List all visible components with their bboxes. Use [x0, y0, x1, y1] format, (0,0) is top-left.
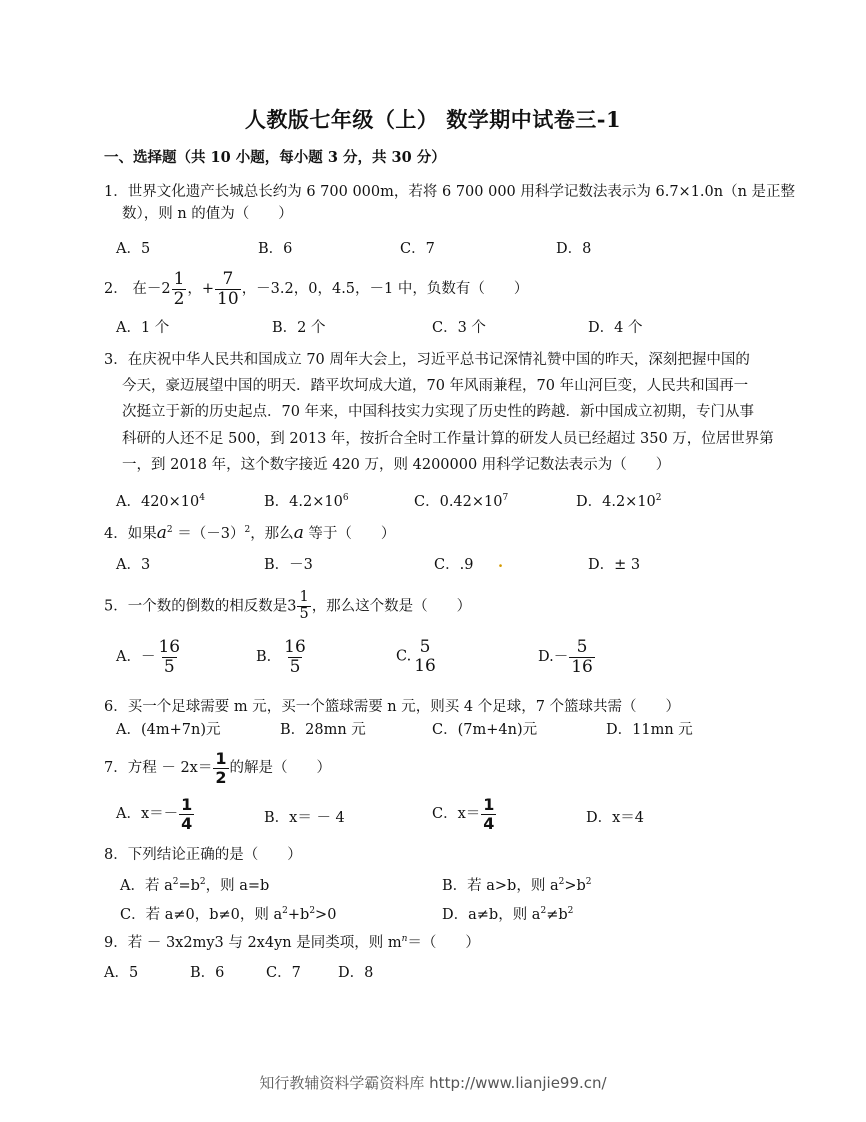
q5-c-label: C. [396, 648, 412, 665]
q3-option-d[interactable] [576, 490, 662, 511]
q5-b-num: 16 [284, 637, 306, 657]
q2-suffix: ，－3.2，0，4.5，－1 中，负数有（ ） [241, 281, 529, 298]
q8-b-2: 2 [558, 877, 565, 888]
q8-c-4: 2 [309, 906, 316, 917]
q9-exp: n [401, 934, 408, 945]
q2-f2-num: 7 [222, 269, 234, 289]
q2-option-b[interactable]: B．2 个 [272, 320, 326, 336]
q5-b-frac [282, 638, 308, 676]
q6-option-c[interactable]: C．(7m+4n)元 [432, 722, 538, 738]
q5-b-label: B． [256, 649, 282, 666]
q7-c-den: 4 [483, 813, 495, 833]
q4-option-a[interactable]: A．3 [116, 557, 151, 573]
q9-option-c[interactable]: C．7 [266, 965, 301, 981]
q3-option-b[interactable] [264, 490, 349, 511]
q3-option-c[interactable] [414, 490, 508, 511]
q8-a-3: =b [178, 878, 200, 894]
q3-b-exp: 6 [342, 493, 349, 504]
q5-a-frac [156, 638, 182, 676]
q5-c-frac [412, 638, 438, 675]
q8-c-2: 2 [282, 906, 288, 917]
q3-line1: 3．在庆祝中华人民共和国成立 70 周年大会上，习近平总书记深情礼赞中国的昨天，深刻把握中国的 [104, 352, 750, 368]
q5-option-a[interactable] [116, 638, 183, 676]
q8-d-3: ≠b [546, 907, 568, 923]
q4-option-b[interactable]: B．－3 [264, 557, 313, 573]
q7-suffix: 的解是（ ） [229, 760, 331, 777]
stray-dot: . [498, 554, 504, 571]
q4-suffix: 等于（ ） [303, 526, 396, 542]
q2-option-c[interactable]: C．3 个 [432, 320, 486, 336]
q2-option-d[interactable]: D．4 个 [588, 320, 643, 336]
q3-c-base: C．0.42×10 [414, 494, 503, 510]
q7-stem [104, 750, 331, 786]
q5-d-frac [569, 638, 595, 676]
q8-d-2: 2 [540, 906, 547, 917]
q2-mid: ，+ [187, 281, 215, 298]
q2-f1-num: 1 [173, 269, 185, 289]
q6-stem: 6．买一个足球需要 m 元，买一个篮球需要 n 元，则买 4 个足球，7 个篮球共需（ ） [104, 699, 681, 715]
q8-a-5: ，则 a=b [205, 878, 270, 894]
q4-mid2: ，那么 [250, 526, 294, 542]
q1-option-a[interactable]: A．5 [116, 241, 151, 257]
q3-line4: 科研的人还不足 500，到 2013 年，按折合全时工作量计算的研发人员已经超过 350 万，位居世界第 [122, 431, 774, 447]
q8-c-5: >0 [315, 907, 337, 923]
q7-a-den: 4 [181, 813, 193, 833]
q5-a-den: 5 [163, 656, 175, 677]
q3-c-exp: 7 [502, 493, 509, 504]
q4-stem [104, 522, 395, 543]
q3-a-base: A．420×10 [116, 494, 200, 510]
q5-option-d[interactable] [538, 638, 596, 676]
q1-option-b[interactable]: B．6 [258, 241, 293, 257]
q9-option-d[interactable]: D．8 [338, 965, 374, 981]
q6-option-d[interactable]: D．11mn 元 [606, 722, 693, 738]
q8-d-1: D．a≠b，则 a [442, 907, 541, 923]
page-title: 人教版七年级（上） 数学期中试卷三-1 [244, 107, 622, 132]
q7-option-a[interactable] [116, 796, 195, 832]
q3-d-base: D．4.2×10 [576, 494, 656, 510]
q7-a-frac [179, 796, 194, 832]
q3-a-exp: 4 [199, 493, 205, 504]
q7-f-num: 1 [215, 749, 227, 768]
q5-d-sign: － [553, 649, 569, 666]
q9-suffix: ＝（ ） [407, 935, 480, 951]
q4-sq: 2 [166, 525, 173, 536]
q8-d-4: 2 [567, 906, 574, 917]
q4-sq2: 2 [244, 525, 251, 536]
q9-stem [104, 931, 480, 952]
q5-a-label: A． [116, 649, 141, 666]
q6-option-a[interactable]: A．(4m+7n)元 [116, 722, 221, 738]
q8-b-1: B．若 a>b，则 a [442, 878, 559, 894]
q4-prefix: 4．如果 [104, 526, 157, 542]
q1-line1: 1．世界文化遗产长城总长约为 6 700 000m，若将 6 700 000 用科学记数法表示为 6.7×1.0n（n 是正整 [104, 184, 796, 200]
q7-a-num: 1 [181, 795, 193, 814]
q8-b-4: 2 [585, 877, 592, 888]
q1-line2: 数），则 n 的值为（ ） [122, 206, 293, 222]
q4-mid: ＝（－3） [172, 526, 245, 542]
q1-option-c[interactable]: C．7 [400, 241, 435, 257]
q7-prefix: 7．方程 － 2x＝ [104, 760, 213, 777]
q7-fraction [213, 750, 228, 786]
q9-option-a[interactable]: A．5 [104, 965, 139, 981]
q2-stem [104, 270, 528, 308]
q3-line2: 今天，豪迈展望中国的明天．踏平坎坷成大道，70 年风雨兼程，70 年山河巨变，人民共和国再一 [122, 378, 749, 394]
q8-a-2: 2 [172, 877, 179, 888]
q7-option-b[interactable]: B．x＝ － 4 [264, 810, 345, 826]
q3-d-exp: 2 [655, 493, 662, 504]
section-heading: 一、选择题（共 10 小题，每小题 3 分，共 30 分） [104, 149, 446, 166]
q5-c-num: 5 [419, 637, 431, 657]
q2-f2-den: 10 [217, 288, 239, 309]
q3-line3: 次挺立于新的历史起点．70 年来，中国科技实力实现了历史性的跨越．新中国成立初期，专门从事 [122, 404, 755, 420]
q5-prefix: 5．一个数的倒数的相反数是3 [104, 598, 297, 615]
q4-option-d[interactable]: D．± 3 [588, 557, 641, 573]
q7-c-frac [481, 796, 496, 832]
q8-a-4: 2 [199, 877, 206, 888]
footer-watermark[interactable]: 知行教辅资料学霸资料库 http://www.lianjie99.cn/ [259, 1074, 607, 1092]
q5-suffix: ，那么这个数是（ ） [311, 598, 472, 615]
q7-option-c[interactable] [432, 796, 497, 832]
q2-fraction-1 [172, 270, 187, 308]
q7-c-label: C．x＝ [432, 806, 481, 823]
q9-option-b[interactable]: B．6 [190, 965, 225, 981]
q5-d-num: 5 [576, 637, 588, 657]
q5-stem [104, 590, 471, 623]
q7-f-den: 2 [215, 767, 227, 787]
q5-d-label: D. [538, 649, 554, 666]
q3-line5: 一，到 2018 年，这个数字接近 420 万，则 4200000 用科学记数法表示为（ ） [122, 457, 671, 473]
q5-f-num: 1 [299, 589, 309, 605]
q8-c-3: +b [287, 907, 310, 923]
q9-prefix: 9．若 － 3x2my3 与 2x4yn 是同类项，则 m [104, 935, 402, 951]
q8-option-b[interactable] [442, 874, 592, 895]
q5-a-num: 16 [158, 637, 181, 657]
q4-var2: a [293, 523, 304, 543]
q5-a-sign: － [140, 649, 156, 666]
q8-option-d[interactable] [442, 903, 573, 924]
q8-b-3: >b [564, 878, 586, 894]
q5-c-den: 16 [414, 655, 436, 676]
q8-stem: 8．下列结论正确的是（ ） [104, 847, 302, 863]
q5-f-den: 5 [299, 605, 309, 622]
q6-option-b[interactable]: B．28mn 元 [280, 722, 366, 738]
q5-fraction [297, 590, 310, 623]
q7-a-label: A．x＝－ [116, 806, 179, 823]
q8-c-1: C．若 a≠0，b≠0，则 a [120, 907, 283, 923]
q7-c-num: 1 [483, 795, 495, 814]
q5-b-den: 5 [289, 656, 301, 677]
q7-option-d[interactable]: D．x＝4 [586, 810, 645, 826]
q5-d-den: 16 [571, 656, 593, 677]
q4-var: a [156, 523, 167, 543]
q1-option-d[interactable]: D．8 [556, 241, 592, 257]
q2-fraction-2 [215, 270, 241, 308]
q2-prefix: 2． 在－2 [104, 281, 171, 298]
q8-a-1: A．若 a [120, 878, 173, 894]
q8-option-c[interactable] [120, 903, 336, 924]
q3-b-base: B．4.2×10 [264, 494, 343, 510]
q5-option-b[interactable] [256, 638, 309, 676]
q2-f1-den: 2 [173, 288, 185, 309]
q5-option-c[interactable] [396, 638, 439, 675]
q3-option-a[interactable] [116, 490, 205, 511]
q2-option-a[interactable]: A．1 个 [116, 320, 170, 336]
q8-option-a[interactable] [120, 874, 269, 895]
q4-option-c[interactable]: C．.9 [434, 557, 474, 573]
